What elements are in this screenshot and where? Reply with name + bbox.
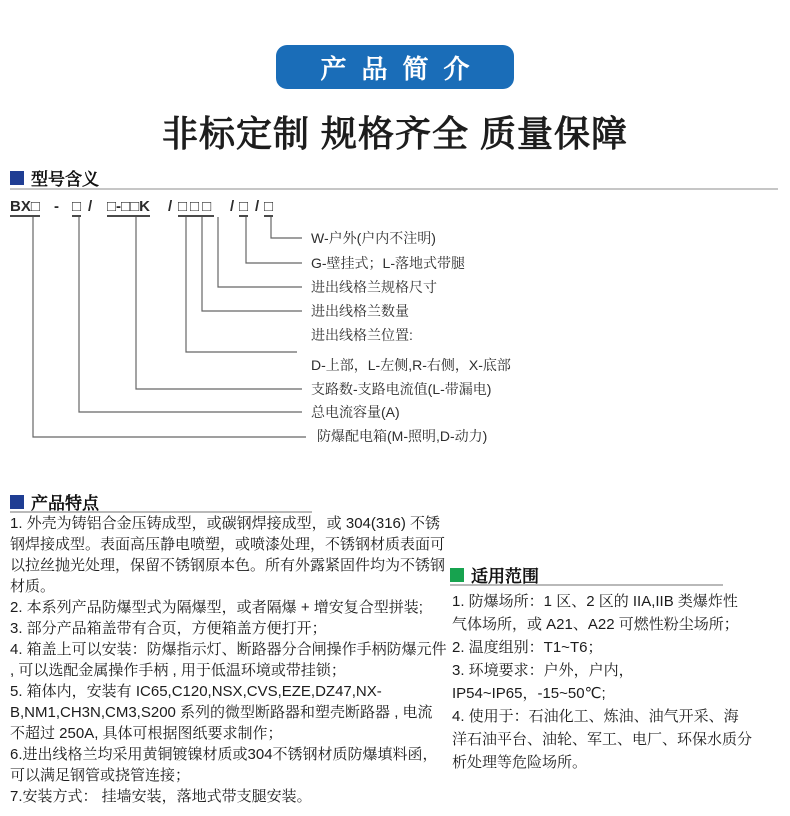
scope-section-divider [450,584,723,586]
model-separator: / [255,198,260,215]
model-segment-current: □ [72,198,82,215]
scope-item: 4. 使用于：石油化工、炼油、油气开采、海洋石油平台、油轮、军工、电厂、环保水质分析处理等危险场所。 [452,708,753,771]
model-code-diagram [10,195,780,453]
navy-square-bullet-icon [10,495,24,509]
model-segment-gland: □□□ [178,198,215,215]
model-section-divider [10,188,778,190]
label-gland-size: 进出线格兰规格尺寸 [311,279,437,295]
scope-section-title: 适用范围 [471,567,539,586]
model-segment-mount: □ [239,198,249,215]
section-banner [276,45,514,89]
feature-item: 6.进出线格兰均采用黄铜镀镍材质或304不锈钢材质防爆填料函，可以满足钢管或挠管连接； [10,746,438,784]
model-separator: / [230,198,235,215]
label-gland-pos-detail: D-上部，L-左侧,R-右侧，X-底部 [311,357,511,373]
feature-item: 2. 本系列产品防爆型式为隔爆型，或者隔爆 + 增安复合型拼装; [10,599,423,616]
scope-list [452,590,752,774]
label-gland-qty: 进出线格兰数量 [311,303,409,319]
label-box-type: 防爆配电箱(M-照明,D-动力) [317,428,488,444]
model-separator: - [54,198,59,215]
model-section-title: 型号含义 [31,170,99,189]
page-headline: 非标定制 规格齐全 质量保障 [161,113,628,154]
feature-item: 3. 部分产品箱盖带有合页，方便箱盖方便打开； [10,620,327,637]
banner-title: 产品简介 [320,53,485,84]
model-separator: / [88,198,93,215]
feature-item: 1. 外壳为铸铝合金压铸成型，或碳钢焊接成型，或 304(316) 不锈钢焊接成型。表面高压静电喷塑，或喷漆处理，不锈钢材质表面可以拉丝抛光处理，保留不锈钢原本色。所有外露紧固件均为不锈钢材质。 [10,515,446,595]
model-separator: / [168,198,173,215]
label-branch: 支路数-支路电流值(L-带漏电) [311,381,492,397]
label-total-current: 总电流容量(A) [311,404,400,420]
navy-square-bullet-icon [10,171,24,185]
label-mount: G-壁挂式；L-落地式带腿 [311,255,465,271]
feature-item: 5. 箱体内，安装有 IC65,C120,NSX,CVS,EZE,DZ47,NX-B,NM1,CH3N,CM3,S200 系列的微型断路器和塑壳断路器 , 电流不超过 250A, 具体可根据图纸要求制作； [10,683,433,742]
feature-item: 7.安装方式： 挂墙安装，落地式带支腿安装。 [10,788,312,805]
features-list [10,513,447,807]
features-section-title: 产品特点 [31,494,99,513]
scope-item: 1. 防爆场所：1 区、2 区的 IIA,IIB 类爆炸性气体场所，或 A21、A22 可燃性粉尘场所； [452,593,739,633]
feature-item: 4. 箱盖上可以安装：防爆指示灯、断路器分合闸操作手柄防爆元件 , 可以选配金属操作手柄 , 用于低温环境或带挂锁； [10,641,447,679]
model-segment-outdoor: □ [264,198,274,215]
model-section-header [10,165,99,190]
scope-item: 2. 温度组别：T1~T6； [452,639,603,656]
label-outdoor: W-户外(户内不注明) [311,230,436,246]
model-segment-branch: □-□□K [107,198,151,215]
green-square-bullet-icon [450,568,464,582]
label-gland-pos: 进出线格兰位置: [311,327,413,343]
scope-item: 3. 环境要求：户外，户内，IP54~IP65，-15~50℃; [452,662,634,702]
model-segment-prefix: BX□ [10,198,40,215]
